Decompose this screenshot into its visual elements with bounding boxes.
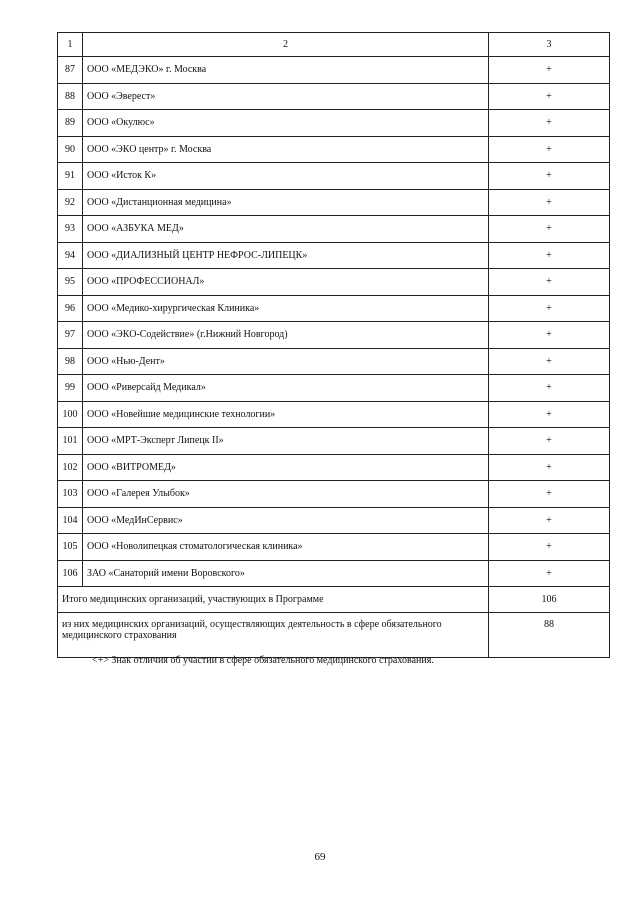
- subtotal-label: из них медицинских организаций, осуществляющих деятельность в сфере обязательного медицинского страхования: [58, 613, 489, 658]
- participation-mark: +: [489, 454, 610, 481]
- organization-name: ООО «МедИнСервис»: [83, 507, 489, 534]
- participation-mark: +: [489, 322, 610, 349]
- organization-name: ООО «ЭКО центр» г. Москва: [83, 136, 489, 163]
- row-number: 106: [58, 560, 83, 587]
- organization-name: ООО «ВИТРОМЕД»: [83, 454, 489, 481]
- row-number: 94: [58, 242, 83, 269]
- footnote: <+> Знак отличия об участии в сфере обязательного медицинского страхования.: [92, 655, 434, 666]
- row-number: 88: [58, 83, 83, 110]
- page-number: 69: [314, 851, 326, 863]
- row-number: 105: [58, 534, 83, 561]
- row-number: 98: [58, 348, 83, 375]
- participation-mark: +: [489, 216, 610, 243]
- table-row: [58, 110, 610, 137]
- table-row: [58, 189, 610, 216]
- row-number: 104: [58, 507, 83, 534]
- organization-name: ООО «ПРОФЕССИОНАЛ»: [83, 269, 489, 296]
- table-row: [58, 401, 610, 428]
- organization-name: ООО «МЕДЭКО» г. Москва: [83, 57, 489, 84]
- row-number: 89: [58, 110, 83, 137]
- row-number: 87: [58, 57, 83, 84]
- participation-mark: +: [489, 428, 610, 455]
- organization-name: ООО «Новолипецкая стоматологическая клиника»: [83, 534, 489, 561]
- participation-mark: +: [489, 83, 610, 110]
- table-row: [58, 295, 610, 322]
- row-number: 90: [58, 136, 83, 163]
- organization-name: ООО «АЗБУКА МЕД»: [83, 216, 489, 243]
- table-row: [58, 560, 610, 587]
- table-row: [58, 454, 610, 481]
- participation-mark: +: [489, 189, 610, 216]
- column-header-1: 1: [58, 33, 83, 57]
- organization-name: ООО «Эверест»: [83, 83, 489, 110]
- table-row: [58, 428, 610, 455]
- table-header-row: [58, 33, 610, 57]
- table-row: [58, 348, 610, 375]
- organization-name: ООО «Риверсайд Медикал»: [83, 375, 489, 402]
- organization-name: ООО «МРТ-Эксперт Липецк II»: [83, 428, 489, 455]
- organization-name: ЗАО «Санаторий имени Воровского»: [83, 560, 489, 587]
- organization-name: ООО «Дистанционная медицина»: [83, 189, 489, 216]
- participation-mark: +: [489, 534, 610, 561]
- row-number: 92: [58, 189, 83, 216]
- participation-mark: +: [489, 560, 610, 587]
- participation-mark: +: [489, 163, 610, 190]
- participation-mark: +: [489, 269, 610, 296]
- participation-mark: +: [489, 242, 610, 269]
- organization-name: ООО «Медико-хирургическая Клиника»: [83, 295, 489, 322]
- row-number: 102: [58, 454, 83, 481]
- organization-name: ООО «Окулюс»: [83, 110, 489, 137]
- table-row: [58, 242, 610, 269]
- participation-mark: +: [489, 136, 610, 163]
- organization-name: ООО «ДИАЛИЗНЫЙ ЦЕНТР НЕФРОС-ЛИПЕЦК»: [83, 242, 489, 269]
- participation-mark: +: [489, 507, 610, 534]
- table-row: [58, 322, 610, 349]
- row-number: 100: [58, 401, 83, 428]
- organization-name: ООО «Новейшие медицинские технологии»: [83, 401, 489, 428]
- table-row: [58, 163, 610, 190]
- participation-mark: +: [489, 348, 610, 375]
- organization-name: ООО «Исток К»: [83, 163, 489, 190]
- table-row: [58, 507, 610, 534]
- column-header-3: 3: [489, 33, 610, 57]
- row-number: 93: [58, 216, 83, 243]
- subtotal-value: 88: [489, 613, 610, 658]
- row-number: 91: [58, 163, 83, 190]
- total-row: [58, 587, 610, 613]
- row-number: 97: [58, 322, 83, 349]
- table-row: [58, 216, 610, 243]
- column-header-2: 2: [83, 33, 489, 57]
- organizations-table: [57, 32, 610, 658]
- participation-mark: +: [489, 57, 610, 84]
- organization-name: ООО «Галерея Улыбок»: [83, 481, 489, 508]
- table-row: [58, 136, 610, 163]
- participation-mark: +: [489, 481, 610, 508]
- organization-name: ООО «Нью-Дент»: [83, 348, 489, 375]
- row-number: 95: [58, 269, 83, 296]
- total-value: 106: [489, 587, 610, 613]
- row-number: 96: [58, 295, 83, 322]
- participation-mark: +: [489, 295, 610, 322]
- row-number: 103: [58, 481, 83, 508]
- participation-mark: +: [489, 110, 610, 137]
- table-row: [58, 375, 610, 402]
- table-row: [58, 83, 610, 110]
- row-number: 99: [58, 375, 83, 402]
- total-label: Итого медицинских организаций, участвующих в Программе: [58, 587, 489, 613]
- table-row: [58, 57, 610, 84]
- table-row: [58, 269, 610, 296]
- subtotal-row: [58, 613, 610, 658]
- participation-mark: +: [489, 401, 610, 428]
- participation-mark: +: [489, 375, 610, 402]
- table-row: [58, 481, 610, 508]
- table-row: [58, 534, 610, 561]
- row-number: 101: [58, 428, 83, 455]
- organization-name: ООО «ЭКО-Содействие» (г.Нижний Новгород): [83, 322, 489, 349]
